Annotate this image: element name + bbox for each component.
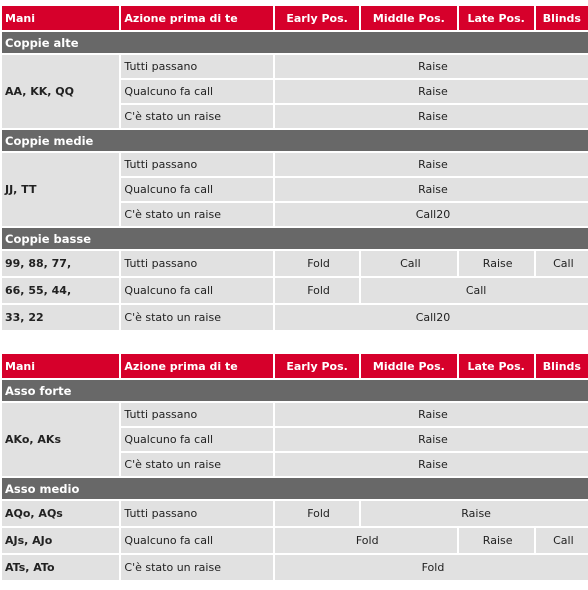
section-header xyxy=(2,228,588,249)
table-row xyxy=(2,528,588,553)
table-row xyxy=(2,278,588,303)
action-label: Tutti passano xyxy=(121,501,273,526)
header-middle: Middle Pos. xyxy=(361,6,456,30)
table-row xyxy=(2,305,588,330)
table-row xyxy=(2,153,588,176)
recommendation-late: Raise xyxy=(459,251,534,276)
recommendation: Raise xyxy=(275,453,588,476)
recommendation: Raise xyxy=(275,403,588,426)
recommendation: Call20 xyxy=(275,305,588,330)
action-label: C'è stato un raise xyxy=(121,105,273,128)
recommendation-early: Fold xyxy=(275,278,359,303)
hand-line: AJs, AJo xyxy=(2,528,119,553)
header-hands: Mani xyxy=(2,354,119,378)
table-row xyxy=(2,251,588,276)
header-middle: Middle Pos. xyxy=(361,354,456,378)
header-blinds: Blinds xyxy=(536,6,588,30)
table-row xyxy=(2,403,588,426)
recommendation-rest: Raise xyxy=(361,501,588,526)
section-title-asso-forte: Asso forte xyxy=(2,380,588,401)
hand-group: JJ, TT xyxy=(2,153,119,226)
hand-group: AA, KK, QQ xyxy=(2,55,119,128)
hand-line: AQo, AQs xyxy=(2,501,119,526)
recommendation-early: Fold xyxy=(275,251,359,276)
action-label: Tutti passano xyxy=(121,153,273,176)
action-label: C'è stato un raise xyxy=(121,203,273,226)
header-late: Late Pos. xyxy=(459,354,534,378)
table-row xyxy=(2,55,588,78)
action-label: C'è stato un raise xyxy=(121,555,273,580)
header-row xyxy=(2,354,588,378)
section-header xyxy=(2,478,588,499)
section-title-asso-medio: Asso medio xyxy=(2,478,588,499)
header-action: Azione prima di te xyxy=(121,354,273,378)
strategy-table-aces xyxy=(0,352,588,582)
hand-line: 66, 55, 44, xyxy=(2,278,119,303)
hand-line: 99, 88, 77, xyxy=(2,251,119,276)
header-early: Early Pos. xyxy=(275,6,359,30)
header-action: Azione prima di te xyxy=(121,6,273,30)
section-title-coppie-basse: Coppie basse xyxy=(2,228,588,249)
recommendation-early: Fold xyxy=(275,501,359,526)
recommendation-blinds: Call xyxy=(536,251,588,276)
action-label: Qualcuno fa call xyxy=(121,428,273,451)
strategy-table-pairs xyxy=(0,4,588,332)
recommendation: Raise xyxy=(275,55,588,78)
recommendation-early-middle: Fold xyxy=(275,528,457,553)
recommendation-rest: Call xyxy=(361,278,588,303)
action-label: Tutti passano xyxy=(121,55,273,78)
recommendation: Fold xyxy=(275,555,588,580)
section-header xyxy=(2,130,588,151)
header-early: Early Pos. xyxy=(275,354,359,378)
action-label: Qualcuno fa call xyxy=(121,178,273,201)
recommendation: Raise xyxy=(275,428,588,451)
header-row xyxy=(2,6,588,30)
section-title-coppie-alte: Coppie alte xyxy=(2,32,588,53)
recommendation-late: Raise xyxy=(459,528,534,553)
recommendation: Raise xyxy=(275,105,588,128)
action-label: Tutti passano xyxy=(121,251,273,276)
section-title-coppie-medie: Coppie medie xyxy=(2,130,588,151)
table-row xyxy=(2,501,588,526)
header-late: Late Pos. xyxy=(459,6,534,30)
action-label: C'è stato un raise xyxy=(121,305,273,330)
recommendation-blinds: Call xyxy=(536,528,588,553)
section-header xyxy=(2,380,588,401)
action-label: Qualcuno fa call xyxy=(121,278,273,303)
header-hands: Mani xyxy=(2,6,119,30)
table-row xyxy=(2,555,588,580)
section-header xyxy=(2,32,588,53)
hand-line: 33, 22 xyxy=(2,305,119,330)
action-label: Tutti passano xyxy=(121,403,273,426)
header-blinds: Blinds xyxy=(536,354,588,378)
recommendation: Raise xyxy=(275,153,588,176)
recommendation: Call20 xyxy=(275,203,588,226)
hand-line: ATs, ATo xyxy=(2,555,119,580)
action-label: Qualcuno fa call xyxy=(121,80,273,103)
action-label: C'è stato un raise xyxy=(121,453,273,476)
recommendation: Raise xyxy=(275,178,588,201)
hand-group: AKo, AKs xyxy=(2,403,119,476)
action-label: Qualcuno fa call xyxy=(121,528,273,553)
recommendation-middle: Call xyxy=(361,251,456,276)
recommendation: Raise xyxy=(275,80,588,103)
